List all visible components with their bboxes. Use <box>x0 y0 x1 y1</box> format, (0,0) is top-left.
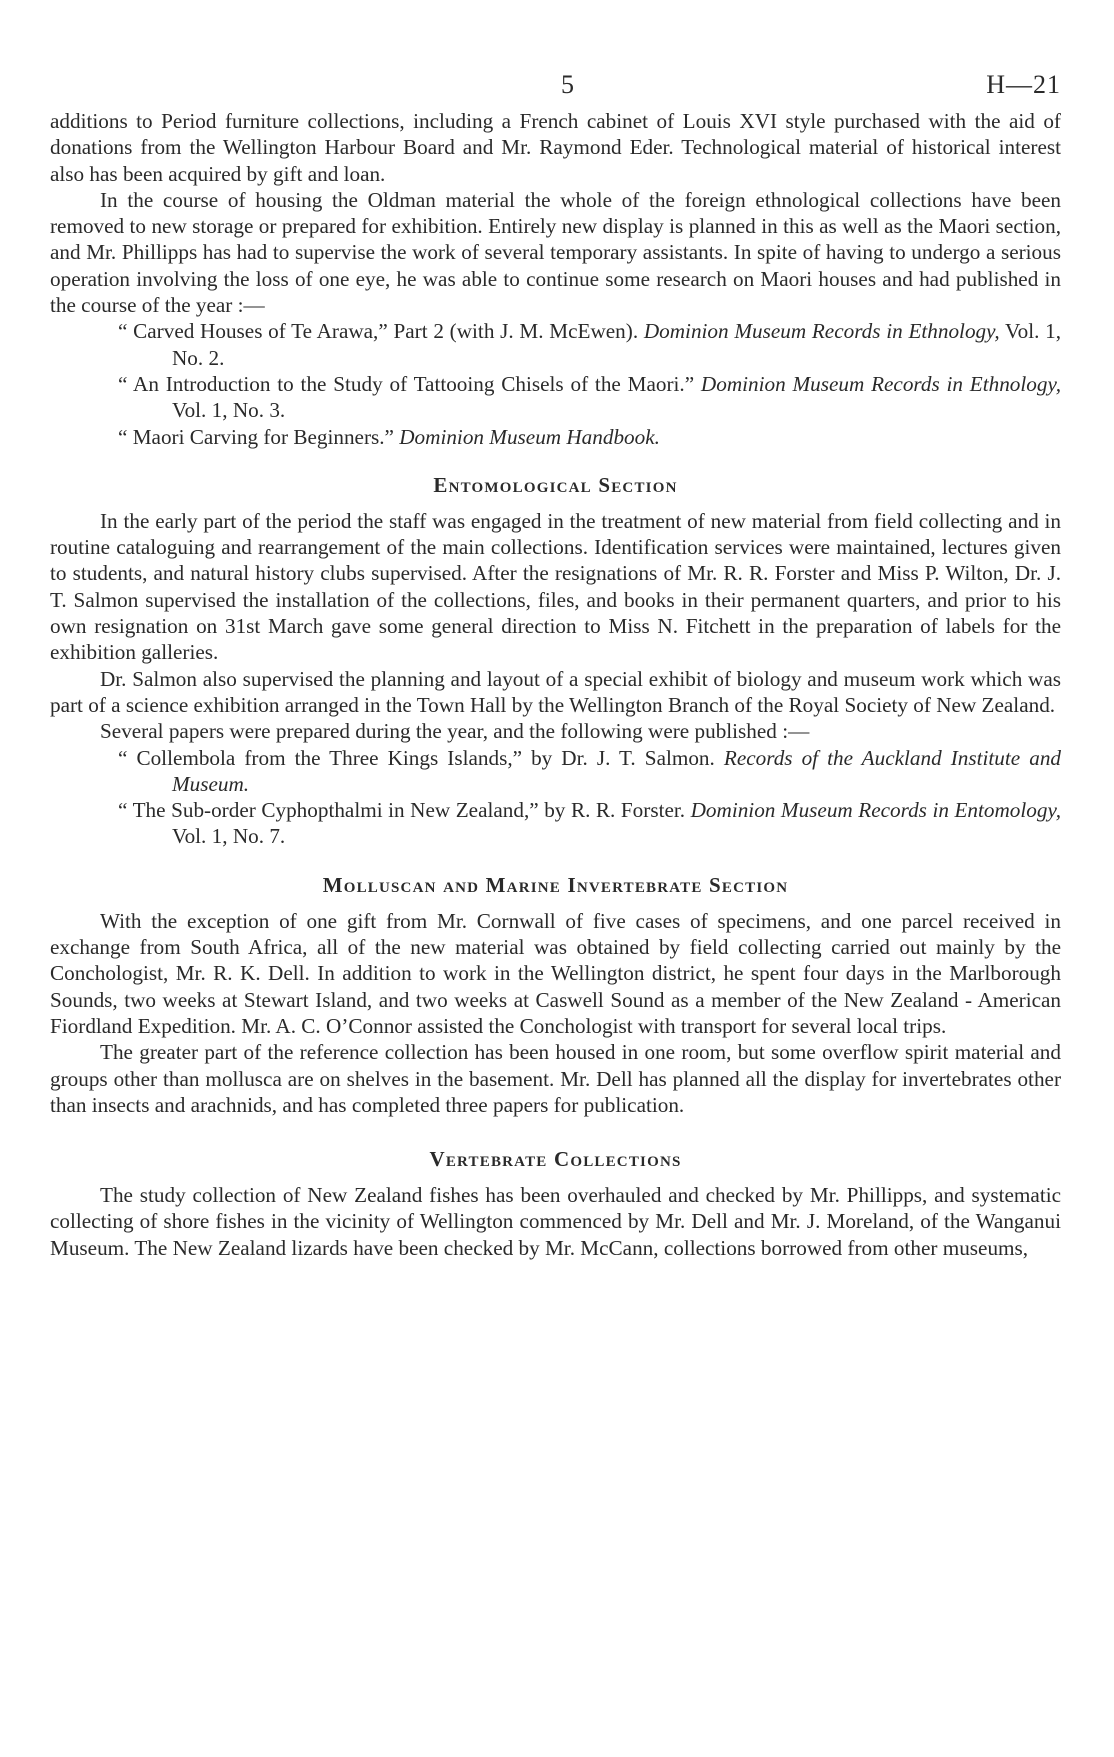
intro-paragraph-2: In the course of housing the Oldman material the whole of the foreign ethnological collections have been removed to new storage or prepared for exhibition. Entirely new display is planned in this as well as the Maori section, and Mr. Phillipps has had to supervise the work of several temporary assistants. In spite of having to undergo a serious operation involving the loss of one eye, he was able to continue some research on Maori houses and had published in the course of the year :— <box>50 187 1061 318</box>
citation-item: “ The Sub-order Cyphopthalmi in New Zealand,” by R. R. Forster. Dominion Museum Records in Entomology, Vol. 1, No. 7. <box>118 798 1062 849</box>
entomological-citation-list <box>50 745 1061 850</box>
molluscan-paragraph-2: The greater part of the reference collection has been housed in one room, but some overflow spirit material and groups other than mollusca are on shelves in the basement. Mr. Dell has planned all the display for invertebrates other than insects and arachnids, and has completed three papers for publication. <box>50 1040 1061 1117</box>
citation-item: “ An Introduction to the Study of Tattooing Chisels of the Maori.” Dominion Museum Records in Ethnology, Vol. 1, No. 3. <box>118 371 1062 423</box>
vertebrate-section <box>50 1182 1061 1261</box>
intro-citation-list <box>50 318 1061 449</box>
citation-item: “ Collembola from the Three Kings Islands,” by Dr. J. T. Salmon. Records of the Auckland Institute and Museum. <box>118 745 1062 796</box>
intro-paragraph-1: additions to Period furniture collections, including a French cabinet of Louis XVI style purchased with the aid of donations from the Wellington Harbour Board and Mr. Raymond Eder. Technological material of historical interest also has been acquired by gift and loan. <box>50 109 1061 186</box>
entomological-section <box>50 508 1061 850</box>
entomological-paragraph-1: In the early part of the period the staff was engaged in the treatment of new material from field collecting and in routine cataloguing and rearrangement of the main collections. Identification services were maintained, lectures given to students, and natural history clubs supervised. After the resignations of Mr. R. R. Forster and Miss P. Wilton, Dr. J. T. Salmon supervised the installation of the collections, files, and books in their permanent quarters, and prior to his own resignation on 31st March gave some general direction to Miss N. Fitchett in the preparation of labels for the exhibition galleries. <box>50 508 1061 665</box>
section-heading-molluscan: Molluscan and Marine Invertebrate Section <box>322 872 789 897</box>
citation-item: “ Maori Carving for Beginners.” Dominion Museum Handbook. <box>118 424 660 449</box>
section-heading-entomological: Entomological Section <box>433 472 678 497</box>
page-number: 5 <box>561 70 574 99</box>
citation-item: “ Carved Houses of Te Arawa,” Part 2 (with J. M. McEwen). Dominion Museum Records in Ethnology, Vol. 1, No. 2. <box>118 319 1061 370</box>
section-heading-vertebrate: Vertebrate Collections <box>429 1147 682 1172</box>
intro-section <box>50 108 1061 450</box>
page-header <box>50 66 1061 106</box>
entomological-paragraph-2: Dr. Salmon also supervised the planning and layout of a special exhibit of biology and museum work which was part of a science exhibition arranged in the Town Hall by the Wellington Branch of the Royal Society of New Zealand. <box>50 666 1061 717</box>
entomological-paragraph-3: Several papers were prepared during the year, and the following were published :— <box>100 719 810 744</box>
molluscan-section <box>50 908 1061 1118</box>
vertebrate-paragraph-1: The study collection of New Zealand fishes has been overhauled and checked by Mr. Phillipps, and systematic collecting of shore fishes in the vicinity of Wellington commenced by Mr. Dell and Mr. J. Moreland, of the Wanganui Museum. The New Zealand lizards have been checked by Mr. McCann, collections borrowed from other museums, <box>50 1183 1061 1260</box>
document-page <box>50 66 1061 1261</box>
report-code: H—21 <box>986 70 1061 99</box>
molluscan-paragraph-1: With the exception of one gift from Mr. Cornwall of five cases of specimens, and one parcel received in exchange from South Africa, all of the new material was obtained by field collecting carried out mainly by the Conchologist, Mr. R. K. Dell. In addition to work in the Wellington district, he spent four days in the Marlborough Sounds, two weeks at Stewart Island, and two weeks at Caswell Sound as a member of the New Zealand - American Fiordland Expedition. Mr. A. C. O’Connor assisted the Conchologist with transport for several local trips. <box>50 908 1061 1038</box>
